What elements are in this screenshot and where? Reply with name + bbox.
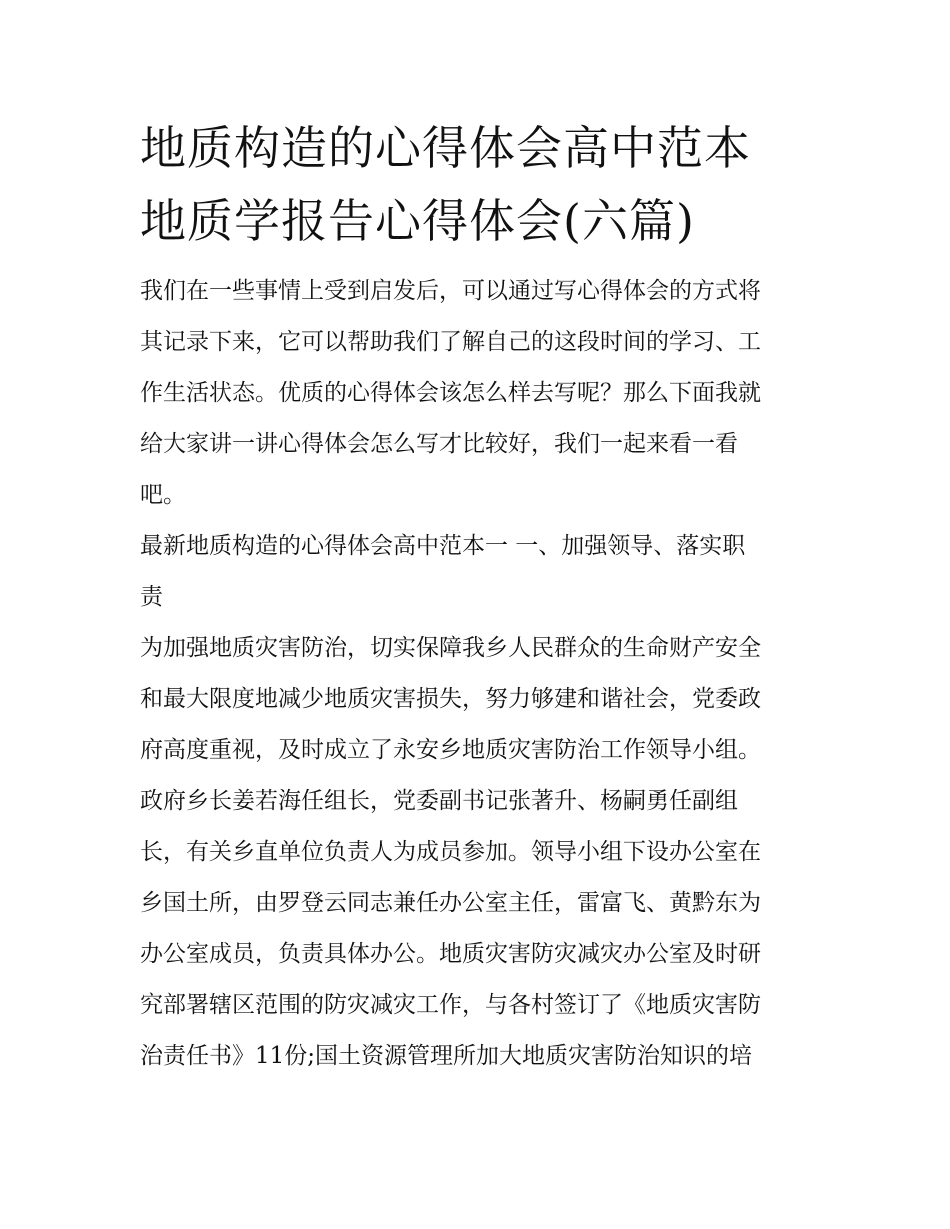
- body-line: 为加强地质灾害防治，切实保障我乡人民群众的生命财产安全: [140, 635, 761, 661]
- body-line: 府高度重视，及时成立了永安乡地质灾害防治工作领导小组。: [140, 737, 761, 763]
- body-line: 和最大限度地减少地质灾害损失，努力够建和谐社会，党委政: [140, 686, 761, 712]
- title-line: 地质构造的心得体会高中范本: [140, 121, 751, 175]
- body-line: 作生活状态。优质的心得体会该怎么样去写呢？那么下面我就: [140, 380, 761, 406]
- body-line: 乡国土所，由罗登云同志兼任办公室主任，雷富飞、黄黔东为: [140, 890, 761, 916]
- body-line: 其记录下来，它可以帮助我们了解自己的这段时间的学习、工: [140, 329, 761, 355]
- body-line: 吧。: [140, 482, 186, 508]
- section-heading-line: 最新地质构造的心得体会高中范本一 一、加强领导、落实职: [140, 533, 746, 559]
- document-page: [140, 0, 820, 1082]
- body-line: 长，有关乡直单位负责人为成员参加。领导小组下设办公室在: [140, 839, 761, 865]
- body-line: 治责任书》11份;国土资源管理所加大地质灾害防治知识的培: [140, 1043, 753, 1069]
- section-heading-line: 责: [140, 584, 163, 610]
- body-line: 究部署辖区范围的防灾减灾工作，与各村签订了《地质灾害防: [140, 992, 761, 1018]
- body-line: 给大家讲一讲心得体会怎么写才比较好，我们一起来看一看: [140, 431, 738, 457]
- body-line: 办公室成员，负责具体办公。地质灾害防灾减灾办公室及时研: [140, 941, 761, 967]
- body-line: 政府乡长姜若海任组长，党委副书记张著升、杨嗣勇任副组: [140, 788, 738, 814]
- title-line: 地质学报告心得体会(六篇): [140, 194, 695, 248]
- body-line: 我们在一些事情上受到启发后，可以通过写心得体会的方式将: [140, 278, 761, 304]
- document-title: [140, 0, 820, 258]
- document-body: [140, 266, 820, 1082]
